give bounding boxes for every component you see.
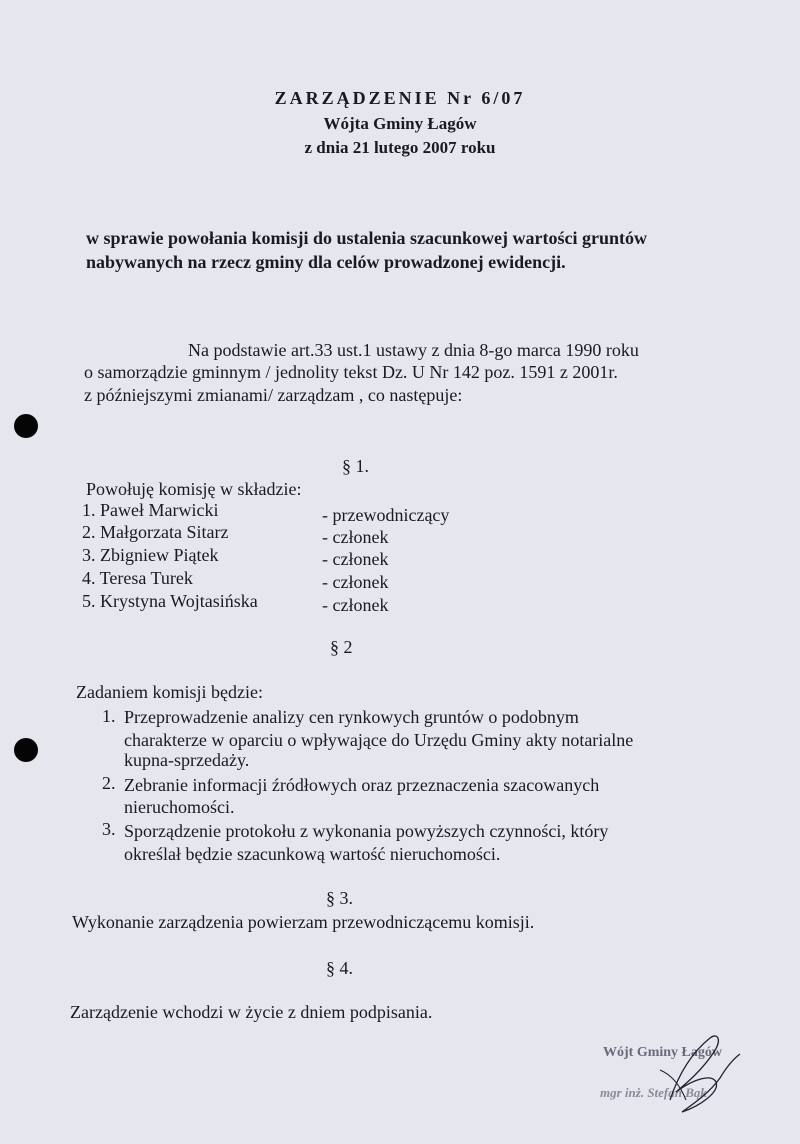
section-heading: § 2: [330, 637, 353, 657]
task-line: Zebranie informacji źródłowych oraz przeznaczenia szacowanych: [124, 775, 600, 795]
member-role: - członek: [322, 595, 389, 615]
preamble-line: Na podstawie art.33 ust.1 ustawy z dnia 8-go marca 1990 roku: [188, 340, 639, 360]
handwritten-signature: [640, 1030, 750, 1120]
subject-line: nabywanych na rzecz gminy dla celów prowadzonej ewidencji.: [86, 252, 566, 272]
member-role: - członek: [322, 527, 389, 547]
preamble-line: o samorządzie gminnym / jednolity tekst Dz. U Nr 142 poz. 1591 z 2001r.: [84, 362, 618, 382]
task-line: Przeprowadzenie analizy cen rynkowych gruntów o podobnym: [124, 707, 579, 727]
section-intro: Zadaniem komisji będzie:: [76, 682, 263, 702]
member-role: - członek: [322, 572, 389, 592]
member-name: 2. Małgorzata Sitarz: [82, 522, 229, 542]
section-heading: § 1.: [342, 456, 369, 476]
issuer: Wójta Gminy Łagów: [323, 114, 477, 133]
section-text: Wykonanie zarządzenia powierzam przewodniczącemu komisji.: [72, 912, 535, 932]
task-line: nieruchomości.: [124, 797, 235, 817]
stamp-name: mgr inż. Stefan Bąk: [600, 1085, 707, 1100]
task-number: 2.: [102, 773, 116, 793]
member-name: 4. Teresa Turek: [82, 568, 193, 588]
member-name: 1. Paweł Marwicki: [82, 500, 219, 520]
task-line: określał będzie szacunkową wartość nieruchomości.: [124, 844, 501, 864]
task-line: Sporządzenie protokołu z wykonania powyższych czynności, który: [124, 821, 609, 841]
member-name: 3. Zbigniew Piątek: [82, 545, 219, 565]
document-date: z dnia 21 lutego 2007 roku: [304, 138, 496, 157]
task-line: kupna-sprzedaży.: [124, 750, 250, 770]
subject-line: w sprawie powołania komisji do ustalenia szacunkowej wartości gruntów: [86, 228, 648, 248]
document-title: ZARZĄDZENIE Nr 6/07: [274, 88, 526, 108]
member-name: 5. Krystyna Wojtasińska: [82, 591, 258, 611]
preamble-line: z późniejszymi zmianami/ zarządzam , co następuje:: [84, 385, 463, 405]
task-number: 3.: [102, 819, 116, 839]
stamp-title: Wójt Gminy Łagów: [603, 1045, 722, 1060]
task-line: charakterze w oparciu o wpływające do Urzędu Gminy akty notarialne: [124, 730, 634, 750]
section-heading: § 4.: [326, 958, 353, 978]
section-heading: § 3.: [326, 888, 353, 908]
punch-hole: [14, 738, 38, 762]
section-intro: Powołuję komisję w składzie:: [86, 479, 302, 499]
section-text: Zarządzenie wchodzi w życie z dniem podpisania.: [70, 1002, 433, 1022]
member-role: - członek: [322, 549, 389, 569]
member-role: - przewodniczący: [322, 505, 450, 525]
punch-hole: [14, 414, 38, 438]
task-number: 1.: [102, 706, 116, 726]
